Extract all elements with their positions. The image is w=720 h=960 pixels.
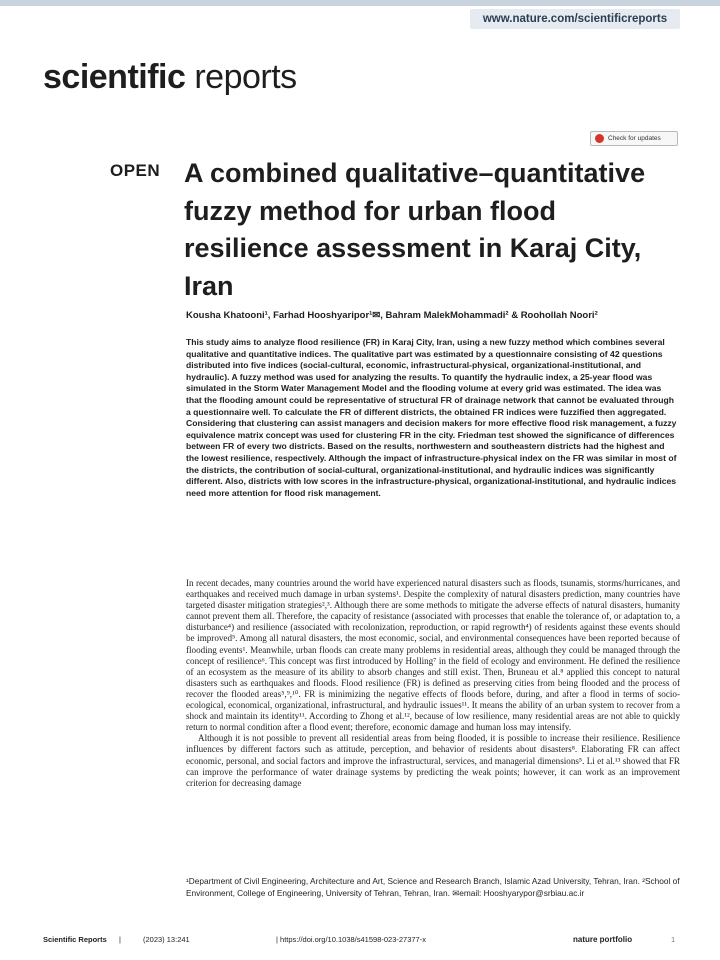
footer-doi-link[interactable]: | https://doi.org/10.1038/s41598-023-27377-x	[276, 935, 426, 944]
abstract: This study aims to analyze flood resilience (FR) in Karaj City, Iran, using a new fuzzy method which combines several qualitative and quantitative indices. The qualitative part was estimated by a questionnaire consisting of 42 questions distributed into five indices (social-cultural, economic, infrastructural-physical, organizational-institutional, and hydraulic). A fuzzy method was used for analyzing the results. To quantify the hydraulic index, a 25-year flood was simulated in the Storm Water Management Model and the flooding volume at every grid was estimated. The idea was that the flooding amount could be representative of structural FR of drainage network that cannot be evaluated through a questionnaire well. To calculate the FR of different districts, the obtained FR indices were fuzzified then aggregated. Considering that clustering can assist managers and decision makers for more effective flood risk management, a fuzzy equivalence matrix concept was used for clustering FR in the city. Friedman test showed the significance of differences between FR of every two districts. Based on the results, northwestern and southeastern districts had the highest and the lowest resilience, respectively. Although the impact of infrastructure-physical index on the FR was similar in most of the districts, the contribution of social-cultural, organizational-institutional, and hydraulic indices was significantly different. Also, districts with low scores in the infrastructure-physical, organizational-institutional, and hydraulic indices need more attention for flood risk management.	[186, 337, 677, 498]
check-updates-button[interactable]	[590, 131, 678, 146]
footer-journal: Scientific Reports	[43, 935, 107, 944]
nature-portfolio-logo: nature portfolio	[573, 935, 633, 944]
top-bar	[0, 0, 720, 6]
author-list: Kousha Khatooni¹, Farhad Hooshyaripor¹✉, Bahram MalekMohammadi² & Roohollah Noori²	[186, 310, 598, 321]
body-paragraph-2: Although it is not possible to prevent all residential areas from being flooded, it is possible to increase their resilience. Resilience influences by different factors such as attitude, perception, and behavior of residents about disasters⁸. Elaborating FR can affect economic, personal, and social factors and improve the infrastructural, services, and managerial dimensions⁵. Li et al.¹³ showed that FR can improve the performance of water drainage systems by predicting the weak points; however, it can work as an improvement criterion for decreasing damage	[186, 733, 680, 788]
article-title: A combined qualitative–quantitative fuzzy method for urban flood resilience assessment in Karaj City, Iran	[184, 158, 646, 301]
body-paragraph-1: In recent decades, many countries around the world have experienced natural disasters such as floods, tsunamis, storms/hurricanes, and earthquakes and received much damage in urban systems¹. Despite the complexity of natural disasters prediction, many countries have targeted disaster mitigation strategies²,³. Although there are some methods to mitigate the adverse effects of natural disasters, humanity cannot prevent them all. Therefore, the capacity of resistance (associated with processes that enable the tolerance of, or adaptation to, a disturbance⁴) and resilience (associated with recolonization, reproduction, or rapid regrowth⁴) of residents against these events should be improved⁵. Among all natural disasters, the most economic, social, and environmental consequences have been reported because of flooding events¹. Meanwhile, urban floods can create many problems in residential areas, although they could be managed through the concept of resilience⁶. This concept was first introduced by Holling⁷ in the field of ecology and environment. He defined the resilience of an ecosystem as the measure of its ability to absorb changes and still exist. Then, Bruneau et al.⁸ applied this concept to natural disasters such as earthquakes and floods. Flood resilience (FR) is defined as preserving cities from being flooded and the process of recover the flooded areas⁵,⁹,¹⁰. FR is minimizing the negative effects of floods before, during, and after a flood in terms of socio-ecological, economical, organizational, infrastructural, and hydraulic issues¹¹. It means the ability of an urban system to recover from a shock and maintain its identity¹¹. According to Zhong et al.¹², because of low resilience, many residential areas are not able to quickly return to normal condition after a flood event; therefore, economic damage and human loss may intensify.	[186, 578, 680, 733]
logo-scientific: scientific	[43, 58, 186, 96]
body-text	[186, 578, 680, 789]
footer-volume: (2023) 13:241	[143, 935, 190, 944]
footer-separator: |	[119, 935, 121, 944]
page-number: 1	[671, 935, 676, 944]
affiliations: ¹Department of Civil Engineering, Architecture and Art, Science and Research Branch, Islamic Azad University, Tehran, Iran. ²School of Environment, College of Engineering, University of Tehran, Tehran, Iran. ✉email: Hooshyarypor@srbiau.ac.ir	[186, 876, 680, 898]
page-footer	[43, 935, 683, 947]
crossmark-icon	[595, 134, 604, 143]
open-access-label: OPEN	[110, 161, 161, 180]
check-updates-label: Check for updates	[608, 135, 661, 142]
journal-url[interactable]: www.nature.com/scientificreports	[470, 9, 680, 29]
logo-reports: reports	[194, 58, 297, 96]
journal-logo	[43, 58, 297, 97]
